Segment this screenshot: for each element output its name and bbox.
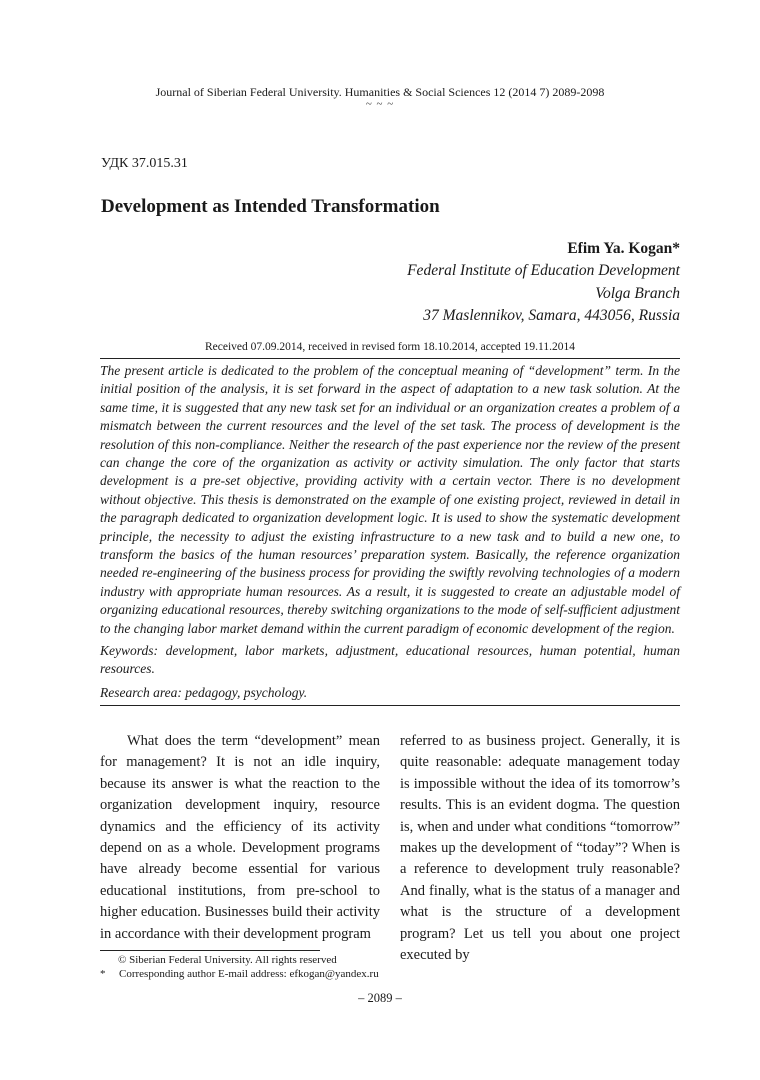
udc-code: УДК 37.015.31 xyxy=(101,156,188,171)
author-block xyxy=(260,238,680,328)
research-area: Research area: pedagogy, psychology. xyxy=(100,685,308,700)
abstract-bottom-rule xyxy=(100,705,680,706)
footnote-star: * xyxy=(100,968,106,980)
affiliation-address: 37 Maslennikov, Samara, 443056, Russia xyxy=(423,307,680,324)
body-column-right: referred to as business project. Generally, it is quite reasonable: adequate management today is impossible without the idea of its tomorrow’s results. This is an evident dogma. The question is, when and under what conditions “tomorrow” makes up the development of “today”? When is a reference to development truly reasonable? And finally, what is the status of a manager and what is the structure of a development program? Let us tell you about one project executed by xyxy=(400,733,680,964)
received-dates: Received 07.09.2014, received in revised form 18.10.2014, accepted 19.11.2014 xyxy=(204,341,576,353)
page-number: – 2089 – xyxy=(358,991,402,1005)
footnote-email: Corresponding author E-mail address: efkogan@yandex.ru xyxy=(119,968,379,980)
body-column-left: What does the term “development” mean for management? It is not an idle inquiry, because its answer is what the reaction to the organization development inquiry, resource dynamics and the efficiency of its activity depend on as a whole. Development programs have already become essential for various educational institutions, from pre-school to higher education. Businesses build their activity in accordance with their development program xyxy=(100,733,380,942)
keywords: Keywords: development, labor markets, adjustment, educational resources, human potential, human resources. xyxy=(100,643,680,676)
abstract-top-rule xyxy=(100,358,680,359)
footnote-copyright: © Siberian Federal University. All rights reserved xyxy=(118,954,337,966)
author-name: Efim Ya. Kogan* xyxy=(567,240,680,257)
footnote-corresponding xyxy=(100,967,379,981)
affiliation-branch: Volga Branch xyxy=(595,284,680,302)
abstract: The present article is dedicated to the problem of the conceptual meaning of “development” term. In the initial position of the analysis, it is set forward in the aspect of adaptation to a new task solution. At the same time, it is suggested that any new task set for an individual or an organization creates a problem of a mismatch between the current resources and the level of the set task. The process of development is the resolution of this non-compliance. Neither the research of the past experience nor the review of the present can change the core of the organization as activity or activity simulation. The only factor that starts development is a pre-set objective, providing activity with a certain vector. There is no development without objective. This thesis is demonstrated on the example of one existing project, reviewed in detail in the paragraph dedicated to organization development logic. It is used to show the systematic development principle, the necessity to adjust the existing infrastructure to a new task and to build a new one, to transform the basics of the human resources’ preparation system. Basically, the reference organization needed re-engineering of the business process for providing the swiftly revolving technologies of a modern industry with appropriate human resources. As a result, it is suggested to create an adjustable model of organizing educational resources, thereby switching organizations to the mode of self-sufficient adjustment to the changing labor market demand within the current paradigm of economic development of the region. xyxy=(100,363,680,636)
article-title: Development as Intended Transformation xyxy=(101,196,440,217)
header-separator: ~ ~ ~ xyxy=(365,98,395,110)
footnote-rule xyxy=(100,950,320,951)
journal-header: Journal of Siberian Federal University. Humanities & Social Sciences 12 (2014 7) 2089-2098 xyxy=(155,85,605,99)
affiliation-institute: Federal Institute of Education Development xyxy=(407,262,680,279)
